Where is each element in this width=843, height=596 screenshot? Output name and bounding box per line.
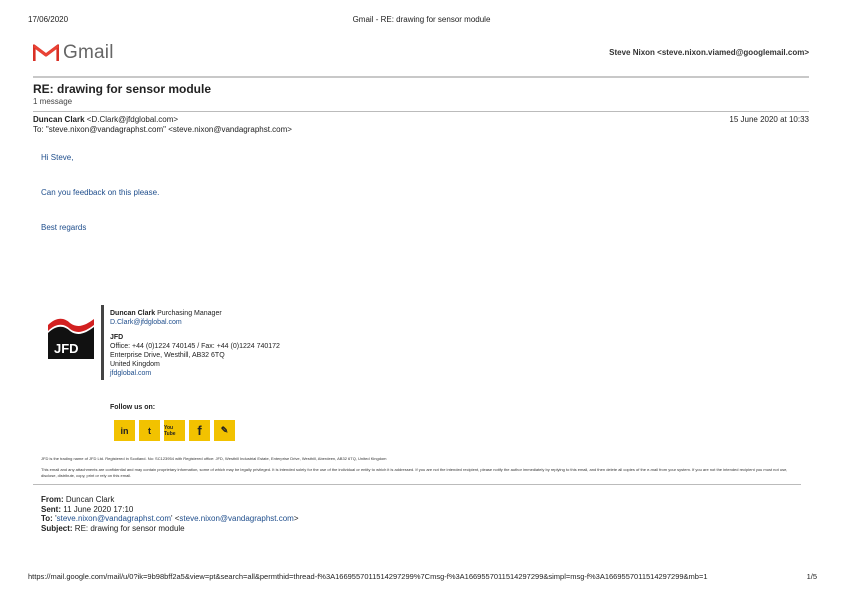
sender-line <box>33 115 178 124</box>
youtube-icon[interactable]: You Tube <box>164 420 185 441</box>
request-text: Can you feedback on this please. <box>41 188 160 197</box>
thread-divider <box>33 111 809 112</box>
linkedin-icon[interactable]: in <box>114 420 135 441</box>
blog-icon[interactable]: ✎ <box>214 420 235 441</box>
jfd-logo-text: JFD <box>54 341 79 356</box>
account-label: Steve Nixon <steve.nixon.viamed@googlemail.com> <box>609 48 809 57</box>
quoted-sent: Sent: 11 June 2020 17:10 <box>41 504 134 514</box>
gmail-wordmark: Gmail <box>63 42 114 63</box>
signature-company: JFD <box>110 334 124 341</box>
signature-email[interactable]: D.Clark@jfdglobal.com <box>110 319 182 326</box>
confidentiality-notice: This email and any attachments are confidential and may contain proprietary information, some of which may be legally privileged. It is intended solely for the use of the individual or entity to which it is addressed. If you are not the intended recipient, please notify the author immediately by replying to this email, and then delete all copies of the e-mail from your system. If you are not the intended recipient you must not use, disclose, distribute, copy, print or rely on this email. <box>41 467 788 478</box>
header-divider <box>33 76 809 78</box>
social-links <box>114 420 235 441</box>
gmail-logo[interactable] <box>33 42 114 64</box>
quoted-to-email[interactable]: steve.nixon@vandagraphst.com <box>56 514 171 523</box>
recipient-line: To: "steve.nixon@vandagraphst.com" <steve.nixon@vandagraphst.com> <box>33 125 292 134</box>
signature-website[interactable]: jfdglobal.com <box>110 370 152 377</box>
company-registration: JFD is the trading name of JFD Ltd. Registered in Scotland. No: SC123954 with Registered office: JFD, Westhill Industrial Estate, Enterprise Drive, Westhill, Aberdeen, AB32 6TQ, United Kingdom <box>41 456 387 461</box>
quoted-from: From: Duncan Clark <box>41 495 115 504</box>
signature-name: Duncan Clark <box>110 310 156 317</box>
page-number: 1/5 <box>806 572 817 581</box>
thread-subject: RE: drawing for sensor module <box>33 82 212 96</box>
jfd-logo <box>48 315 94 359</box>
sign-off: Best regards <box>41 223 87 232</box>
signature-phone: Office: +44 (0)1224 740145 / Fax: +44 (0)1224 740172 <box>110 343 280 350</box>
quoted-to-email-2[interactable]: steve.nixon@vandagraphst.com <box>179 514 294 523</box>
signature-bar <box>101 305 104 380</box>
sender-name: Duncan Clark <box>33 115 85 124</box>
signature-block <box>110 309 280 378</box>
twitter-icon[interactable]: t <box>139 420 160 441</box>
page-url: https://mail.google.com/mail/u/0?ik=9b98bff2a5&view=pt&search=all&permthid=thread-f%3A1669557011514297299%7Cmsg-f%3A1669557011514297299&simpl=msg-f%3A1669557011514297299&mb=1 <box>28 572 708 581</box>
signature-address-1: Enterprise Drive, Westhill, AB32 6TQ <box>110 352 225 359</box>
facebook-icon[interactable]: f <box>189 420 210 441</box>
message-count: 1 message <box>33 97 73 106</box>
message-date: 15 June 2020 at 10:33 <box>729 115 809 124</box>
signature-address-2: United Kingdom <box>110 361 160 368</box>
quoted-to: To: 'steve.nixon@vandagraphst.com' <steve.nixon@vandagraphst.com> <box>41 514 299 523</box>
signature-role: Purchasing Manager <box>155 310 222 317</box>
print-date: 17/06/2020 <box>28 15 69 24</box>
print-title: Gmail - RE: drawing for sensor module <box>352 15 491 24</box>
gmail-m-icon <box>33 43 59 63</box>
greeting: Hi Steve, <box>41 153 74 162</box>
sender-email[interactable]: <D.Clark@jfdglobal.com> <box>84 115 179 124</box>
follow-label: Follow us on: <box>110 404 156 411</box>
signature-name-line <box>110 309 280 318</box>
quote-divider <box>33 484 801 485</box>
quoted-header <box>41 495 299 533</box>
quoted-subject: Subject: RE: drawing for sensor module <box>41 523 185 533</box>
